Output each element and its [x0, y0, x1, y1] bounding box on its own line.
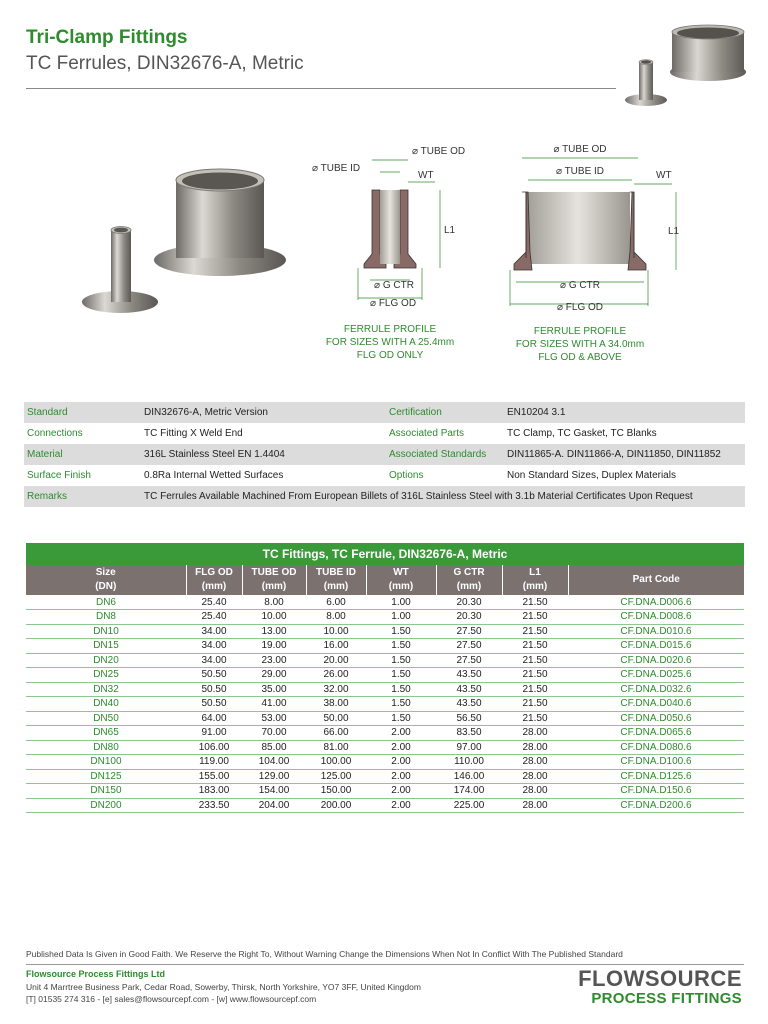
part-code-cell: CF.DNA.D032.6	[568, 682, 744, 697]
table-cell: 28.00	[502, 755, 568, 770]
size-cell: DN200	[26, 798, 186, 813]
part-code-cell: CF.DNA.D006.6	[568, 595, 744, 610]
large-ferrule-render	[154, 169, 286, 276]
properties-table	[24, 402, 745, 507]
small-profile-section	[364, 190, 416, 268]
table-cell: 1.50	[366, 711, 436, 726]
table-cell: 125.00	[306, 769, 366, 784]
table-row	[26, 653, 744, 668]
table-cell: 2.00	[366, 755, 436, 770]
disclaimer-text: Published Data Is Given in Good Faith. We Reserve the Right To, Without Warning Change the Dimensions When Not In Conflict With The Published Standard	[26, 949, 623, 959]
svg-text:FERRULE PROFILE: FERRULE PROFILE	[343, 324, 437, 335]
column-header: L1 (mm)	[502, 565, 568, 595]
svg-text:⌀ TUBE ID: ⌀ TUBE ID	[555, 166, 605, 177]
table-cell: 64.00	[186, 711, 242, 726]
table-cell: 66.00	[306, 726, 366, 741]
svg-text:L1: L1	[668, 226, 680, 237]
table-cell: 2.00	[366, 740, 436, 755]
table-cell: 21.50	[502, 595, 568, 610]
svg-text:FOR SIZES WITH A 25.4mm: FOR SIZES WITH A 25.4mm	[325, 337, 455, 348]
table-cell: 155.00	[186, 769, 242, 784]
table-row	[26, 697, 744, 712]
size-cell: DN20	[26, 653, 186, 668]
property-label: Standard	[24, 402, 141, 423]
table-cell: 83.50	[436, 726, 502, 741]
size-cell: DN15	[26, 639, 186, 654]
column-header: G CTR (mm)	[436, 565, 502, 595]
table-cell: 28.00	[502, 740, 568, 755]
table-cell: 28.00	[502, 798, 568, 813]
table-cell: 23.00	[242, 653, 306, 668]
table-cell: 43.50	[436, 682, 502, 697]
size-cell: DN40	[26, 697, 186, 712]
table-row	[26, 726, 744, 741]
part-code-cell: CF.DNA.D100.6	[568, 755, 744, 770]
table-cell: 1.50	[366, 668, 436, 683]
table-cell: 10.00	[306, 624, 366, 639]
property-value: TC Fitting X Weld End	[144, 428, 243, 439]
table-cell: 50.00	[306, 711, 366, 726]
table-cell: 81.00	[306, 740, 366, 755]
part-code-cell: CF.DNA.D150.6	[568, 784, 744, 799]
table-cell: 16.00	[306, 639, 366, 654]
part-code-cell: CF.DNA.D080.6	[568, 740, 744, 755]
table-row	[26, 610, 744, 625]
table-cell: 150.00	[306, 784, 366, 799]
table-cell: 35.00	[242, 682, 306, 697]
table-cell: 204.00	[242, 798, 306, 813]
property-label: Material	[24, 444, 141, 465]
property-value: 0.8Ra Internal Wetted Surfaces	[144, 470, 284, 481]
table-cell: 21.50	[502, 639, 568, 654]
table-row	[26, 682, 744, 697]
table-cell: 34.00	[186, 639, 242, 654]
size-cell: DN65	[26, 726, 186, 741]
svg-text:⌀ TUBE OD: ⌀ TUBE OD	[412, 146, 466, 157]
column-header: Part Code	[568, 565, 744, 595]
large-profile-section	[514, 192, 646, 270]
table-cell: 41.00	[242, 697, 306, 712]
table-cell: 2.00	[366, 726, 436, 741]
table-cell: 119.00	[186, 755, 242, 770]
table-cell: 1.50	[366, 653, 436, 668]
part-code-cell: CF.DNA.D125.6	[568, 769, 744, 784]
table-row	[26, 784, 744, 799]
table-cell: 1.00	[366, 610, 436, 625]
column-header: TUBE OD (mm)	[242, 565, 306, 595]
size-cell: DN6	[26, 595, 186, 610]
table-row	[26, 711, 744, 726]
table-cell: 21.50	[502, 624, 568, 639]
table-cell: 183.00	[186, 784, 242, 799]
part-code-cell: CF.DNA.D065.6	[568, 726, 744, 741]
size-cell: DN50	[26, 711, 186, 726]
size-cell: DN80	[26, 740, 186, 755]
property-value: DIN11865-A. DIN11866-A, DIN11850, DIN11852	[504, 444, 745, 465]
part-code-cell: CF.DNA.D015.6	[568, 639, 744, 654]
size-cell: DN100	[26, 755, 186, 770]
table-cell: 20.30	[436, 610, 502, 625]
table-cell: 174.00	[436, 784, 502, 799]
table-row	[26, 624, 744, 639]
svg-text:FOR SIZES WITH A 34.0mm: FOR SIZES WITH A 34.0mm	[515, 339, 645, 350]
part-code-cell: CF.DNA.D020.6	[568, 653, 744, 668]
svg-text:⌀ FLG OD: ⌀ FLG OD	[556, 302, 604, 313]
table-cell: 8.00	[306, 610, 366, 625]
column-header: FLG OD (mm)	[186, 565, 242, 595]
table-cell: 19.00	[242, 639, 306, 654]
company-name: Flowsource Process Fittings Ltd	[26, 969, 166, 979]
table-cell: 27.50	[436, 639, 502, 654]
title-divider	[26, 88, 616, 89]
table-cell: 56.50	[436, 711, 502, 726]
property-row	[24, 402, 745, 423]
property-value: 316L Stainless Steel EN 1.4404	[141, 444, 386, 465]
table-cell: 25.40	[186, 595, 242, 610]
table-cell: 21.50	[502, 653, 568, 668]
table-cell: 233.50	[186, 798, 242, 813]
table-cell: 20.30	[436, 595, 502, 610]
table-cell: 50.50	[186, 697, 242, 712]
property-row	[24, 465, 745, 486]
table-cell: 154.00	[242, 784, 306, 799]
table-cell: 21.50	[502, 668, 568, 683]
part-code-cell: CF.DNA.D200.6	[568, 798, 744, 813]
column-header: WT (mm)	[366, 565, 436, 595]
remarks-row	[24, 486, 745, 507]
table-cell: 10.00	[242, 610, 306, 625]
table-cell: 21.50	[502, 610, 568, 625]
table-cell: 106.00	[186, 740, 242, 755]
table-cell: 200.00	[306, 798, 366, 813]
table-cell: 8.00	[242, 595, 306, 610]
company-address: Unit 4 Marrtree Business Park, Cedar Road, Sowerby, Thirsk, North Yorkshire, YO7 3FF, United Kingdom	[26, 982, 421, 992]
table-cell: 53.00	[242, 711, 306, 726]
table-row	[26, 595, 744, 610]
table-row	[26, 798, 744, 813]
table-row	[26, 639, 744, 654]
table-cell: 38.00	[306, 697, 366, 712]
svg-text:FLG OD & ABOVE: FLG OD & ABOVE	[538, 352, 622, 363]
table-cell: 2.00	[366, 784, 436, 799]
property-label: Associated Parts	[389, 428, 465, 439]
table-row	[26, 668, 744, 683]
table-cell: 20.00	[306, 653, 366, 668]
svg-text:FERRULE PROFILE: FERRULE PROFILE	[533, 326, 627, 337]
table-cell: 27.50	[436, 653, 502, 668]
table-cell: 32.00	[306, 682, 366, 697]
table-cell: 21.50	[502, 711, 568, 726]
size-cell: DN125	[26, 769, 186, 784]
size-cell: DN10	[26, 624, 186, 639]
column-header: Size (DN)	[26, 565, 186, 595]
table-row	[26, 755, 744, 770]
page-subtitle: TC Ferrules, DIN32676-A, Metric	[26, 53, 304, 74]
svg-text:FLG OD ONLY: FLG OD ONLY	[356, 350, 424, 361]
ferrule-profile-drawing	[80, 138, 700, 378]
size-cell: DN150	[26, 784, 186, 799]
table-cell: 28.00	[502, 726, 568, 741]
property-value: DIN32676-A, Metric Version	[141, 402, 386, 423]
size-cell: DN32	[26, 682, 186, 697]
table-cell: 1.00	[366, 595, 436, 610]
property-value: TC Clamp, TC Gasket, TC Blanks	[507, 428, 657, 439]
table-cell: 21.50	[502, 682, 568, 697]
table-caption: TC Fittings, TC Ferrule, DIN32676-A, Metric	[26, 543, 744, 565]
part-code-cell: CF.DNA.D008.6	[568, 610, 744, 625]
table-cell: 28.00	[502, 784, 568, 799]
ferrule-thumbnail-image	[620, 22, 748, 114]
property-label: Options	[389, 470, 424, 481]
property-value: Non Standard Sizes, Duplex Materials	[507, 470, 676, 481]
property-label: Certification	[386, 402, 504, 423]
table-cell: 1.50	[366, 624, 436, 639]
table-cell: 146.00	[436, 769, 502, 784]
svg-text:WT: WT	[656, 170, 672, 181]
svg-text:WT: WT	[418, 170, 434, 181]
table-cell: 2.00	[366, 798, 436, 813]
table-cell: 50.50	[186, 682, 242, 697]
column-header: TUBE ID (mm)	[306, 565, 366, 595]
svg-text:⌀ TUBE ID: ⌀ TUBE ID	[312, 163, 361, 174]
logo-process-fittings: PROCESS FITTINGS	[591, 990, 742, 1007]
property-row	[24, 423, 745, 444]
table-cell: 34.00	[186, 624, 242, 639]
svg-text:⌀ G CTR: ⌀ G CTR	[374, 280, 414, 291]
svg-text:⌀ G CTR: ⌀ G CTR	[560, 280, 600, 291]
table-cell: 6.00	[306, 595, 366, 610]
table-cell: 100.00	[306, 755, 366, 770]
table-cell: 29.00	[242, 668, 306, 683]
table-cell: 43.50	[436, 697, 502, 712]
table-cell: 26.00	[306, 668, 366, 683]
table-cell: 70.00	[242, 726, 306, 741]
part-code-cell: CF.DNA.D040.6	[568, 697, 744, 712]
table-cell: 110.00	[436, 755, 502, 770]
table-cell: 50.50	[186, 668, 242, 683]
table-cell: 34.00	[186, 653, 242, 668]
company-contact: [T] 01535 274 316 - [e] sales@flowsourcepf.com - [w] www.flowsourcepf.com	[26, 994, 317, 1004]
remarks-label: Remarks	[24, 486, 141, 507]
small-ferrule-render	[82, 227, 158, 314]
svg-text:⌀ TUBE OD: ⌀ TUBE OD	[553, 144, 607, 155]
table-cell: 21.50	[502, 697, 568, 712]
page-title: Tri-Clamp Fittings	[26, 27, 188, 48]
table-cell: 27.50	[436, 624, 502, 639]
table-cell: 1.50	[366, 639, 436, 654]
property-row	[24, 444, 745, 465]
remarks-value: TC Ferrules Available Machined From European Billets of 316L Stainless Steel with 3.1b Material Certificates Upon Request	[141, 486, 745, 507]
logo-flowsource: FLOWSOURCE	[578, 966, 742, 991]
table-cell: 13.00	[242, 624, 306, 639]
table-cell: 43.50	[436, 668, 502, 683]
table-cell: 2.00	[366, 769, 436, 784]
footer-divider	[26, 964, 744, 965]
table-cell: 85.00	[242, 740, 306, 755]
table-cell: 91.00	[186, 726, 242, 741]
size-cell: DN25	[26, 668, 186, 683]
table-cell: 28.00	[502, 769, 568, 784]
table-cell: 25.40	[186, 610, 242, 625]
size-cell: DN8	[26, 610, 186, 625]
table-cell: 225.00	[436, 798, 502, 813]
table-cell: 97.00	[436, 740, 502, 755]
table-row	[26, 740, 744, 755]
table-cell: 104.00	[242, 755, 306, 770]
property-value: EN10204 3.1	[504, 402, 745, 423]
table-cell: 129.00	[242, 769, 306, 784]
part-code-cell: CF.DNA.D010.6	[568, 624, 744, 639]
part-code-cell: CF.DNA.D050.6	[568, 711, 744, 726]
svg-text:⌀ FLG OD: ⌀ FLG OD	[370, 298, 417, 309]
dimensions-table	[26, 543, 744, 813]
table-cell: 1.50	[366, 697, 436, 712]
property-label: Associated Standards	[386, 444, 504, 465]
property-label: Surface Finish	[27, 470, 91, 481]
svg-text:L1: L1	[444, 225, 456, 236]
part-code-cell: CF.DNA.D025.6	[568, 668, 744, 683]
table-cell: 1.50	[366, 682, 436, 697]
table-row	[26, 769, 744, 784]
property-label: Connections	[27, 428, 83, 439]
